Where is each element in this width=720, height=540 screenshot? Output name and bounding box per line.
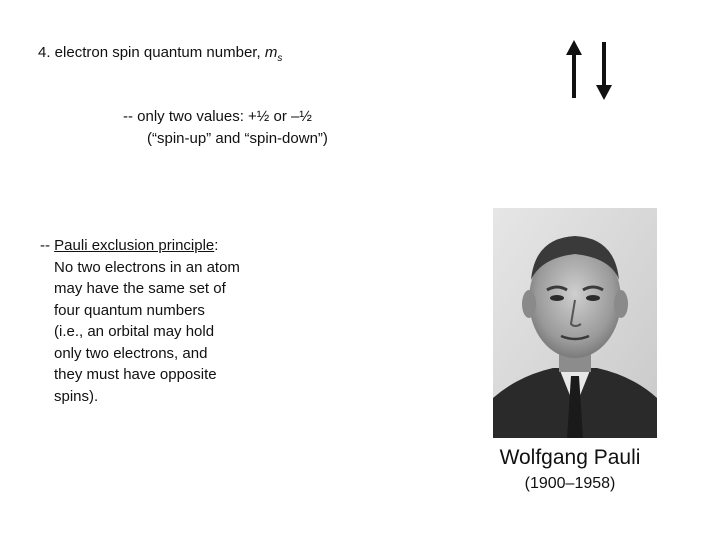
arrow-down-icon <box>596 42 612 100</box>
pauli-line: four quantum numbers <box>54 301 205 319</box>
portrait-caption-years: (1900–1958) <box>524 475 616 492</box>
pauli-portrait <box>493 208 657 438</box>
pauli-line: only two electrons, and <box>54 344 208 362</box>
pauli-colon: : <box>214 237 219 254</box>
arrow-up-icon <box>566 40 582 98</box>
spin-values-line: -- only two values: +½ or –½ <box>123 108 312 125</box>
pauli-line: (i.e., an orbital may hold <box>54 323 215 340</box>
pauli-body <box>40 257 290 408</box>
pauli-term: Pauli exclusion principle <box>54 237 215 254</box>
pauli-prefix: -- <box>40 237 55 254</box>
heading-subscript: s <box>277 53 283 64</box>
heading-text: 4. electron spin quantum number, <box>38 44 261 61</box>
pauli-line: may have the same set of <box>54 280 226 297</box>
pauli-lead <box>40 235 290 257</box>
spin-values <box>123 106 328 150</box>
pauli-line: they must have opposite <box>54 366 217 383</box>
spin-arrows <box>560 38 620 102</box>
spin-names-line: (“spin-up” and “spin-down”) <box>147 130 328 147</box>
pauli-principle <box>40 235 290 407</box>
heading-variable: m <box>264 44 278 61</box>
pauli-line: No two electrons in an atom <box>54 258 240 276</box>
heading <box>38 44 282 64</box>
portrait-caption-name: Wolfgang Pauli <box>499 446 641 469</box>
pauli-line: spins). <box>54 387 99 405</box>
